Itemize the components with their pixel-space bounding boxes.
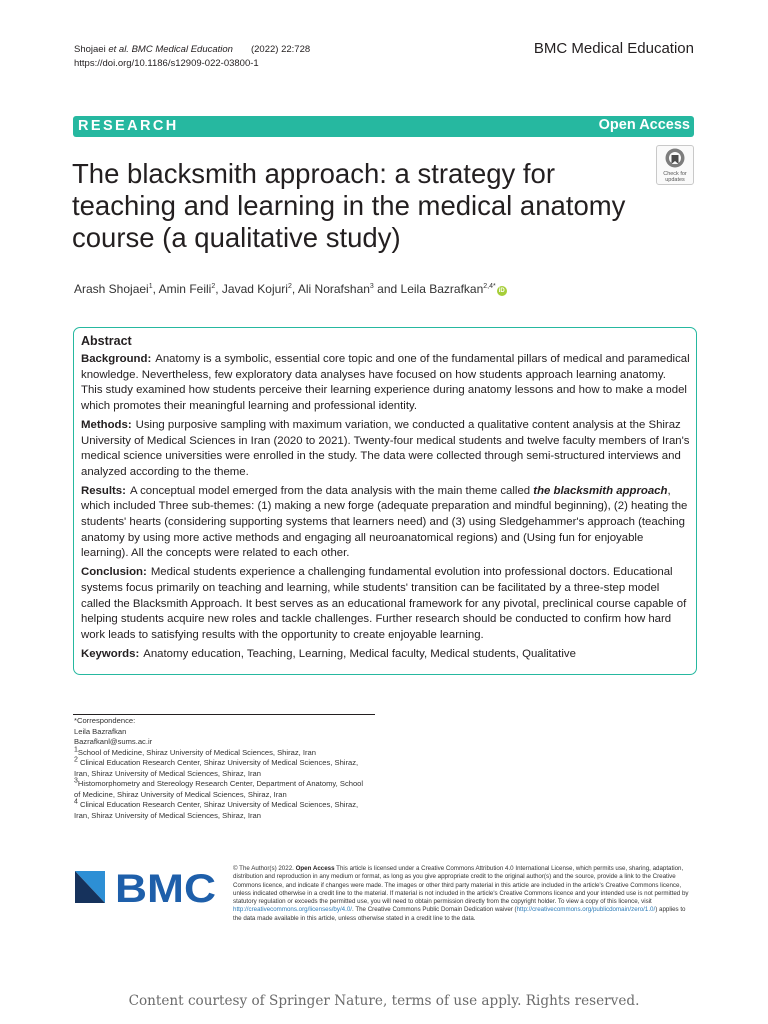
crossmark-label: Check for updates bbox=[663, 171, 687, 183]
license-copyright: © The Author(s) 2022. bbox=[233, 865, 296, 872]
author-name[interactable]: Ali Norafshan bbox=[297, 282, 370, 296]
license-link[interactable]: http://creativecommons.org/licenses/by/4.0/ bbox=[233, 906, 352, 914]
article-type-label: RESEARCH bbox=[78, 118, 179, 134]
footnote-divider bbox=[73, 714, 375, 715]
license-statement bbox=[233, 865, 694, 923]
license-text: ) applies to the data made available in this article, unless otherwise stated in a credit line to the data. bbox=[233, 906, 686, 922]
conclusion-label: Conclusion: bbox=[81, 566, 147, 579]
methods-label: Methods: bbox=[81, 418, 132, 431]
footnotes bbox=[74, 716, 364, 821]
affiliation-text: School of Medicine, Shiraz University of Medical Sciences, Shiraz, Iran bbox=[77, 747, 316, 757]
affiliation-number: 4 bbox=[74, 798, 78, 806]
correspondence-email[interactable]: Bazrafkanl@sums.ac.ir bbox=[74, 737, 153, 746]
results-text-pre: A conceptual model emerged from the data analysis with the main theme called bbox=[129, 484, 534, 497]
affiliation-item bbox=[74, 758, 364, 779]
abstract-conclusion bbox=[81, 565, 690, 644]
affiliation-item bbox=[74, 800, 364, 821]
author-name[interactable]: Amin Feili bbox=[158, 282, 212, 296]
affiliation-item bbox=[74, 779, 364, 800]
conclusion-text: Medical students experience a challenging fundamental evolution into professional doctors. Educational systems focus primarily on teaching and learning, while students' transition can be facilitated by a three-step model called the Blacksmith Approach. It best serves as an educational framework for any pivotal, preclinical course capable of helping students acquire new roles and tackle challenges. Further research should be conducted to confirm how hard work leads to satisfying results with the opportunity to create enjoyable learning. bbox=[81, 566, 687, 641]
correspondence-name: Leila Bazrafkan bbox=[74, 726, 127, 736]
abstract-box bbox=[73, 327, 697, 675]
abstract-methods bbox=[81, 418, 690, 481]
open-access-label: Open Access bbox=[598, 117, 690, 133]
check-for-updates-badge[interactable] bbox=[656, 145, 694, 185]
abstract-background bbox=[81, 352, 690, 415]
license-text: This article is licensed under a Creative Commons Attribution 4.0 International License, which permits use, sharing, adaptation, distribution and reproduction in any medium or format, as long as you give appropriate credit to the original author(s) and the source, provide a link to the Creative Commons licence, and indicate if changes were made. The images or other third party material in this article are included in the article's Creative Commons licence, unless indicated otherwise in a credit line to the material. If material is not included in the article's Creative Commons licence and your intended use is not permitted by statutory regulation or exceeds the permitted use, you will need to obtain permission directly from the copyright holder. To view a copy of this licence, visit bbox=[233, 865, 689, 906]
author-affiliation: 2 bbox=[211, 283, 216, 290]
article-title: The blacksmith approach: a strategy for teaching and learning in the medical anatomy course (a qualitative study) bbox=[72, 158, 626, 253]
license-open-access: Open Access bbox=[295, 865, 335, 872]
affiliation-text: Histomorphometry and Stereology Research Center, Department of Anatomy, School of Medicine, Shiraz University of Medical Sciences, Shiraz, Iran bbox=[74, 779, 364, 799]
affiliation-text: Clinical Education Research Center, Shiraz University of Medical Sciences, Shiraz, Iran, Shiraz University of Medical Sciences, Shiraz, Iran bbox=[74, 758, 359, 778]
crossmark-icon bbox=[657, 146, 693, 172]
author-affiliation: 2 bbox=[287, 283, 292, 290]
author-separator: , bbox=[291, 282, 298, 296]
citation-authors: Shojaei bbox=[74, 44, 109, 55]
orcid-icon[interactable]: iD bbox=[498, 288, 505, 294]
author-separator: , bbox=[152, 282, 159, 296]
abstract-keywords bbox=[81, 647, 690, 663]
citation-line bbox=[74, 43, 310, 57]
bmc-logo-text: BMC bbox=[115, 869, 216, 905]
affiliation-number: 1 bbox=[74, 745, 78, 753]
abstract-heading: Abstract bbox=[81, 334, 132, 348]
author-affiliation: 2,4* bbox=[483, 283, 496, 290]
author-name[interactable]: Leila Bazrafkan bbox=[400, 282, 484, 296]
results-text-post: , which included Three sub-themes: (1) making a new forge (adequate preparation and mindful beginning), (2) heating the students' hearts (considering supporting systems that learners need) and (3) using Sledgehammer's approach (teaching anatomy by using more active methods and engaging all neuroanatomical regions) and (Using fun for enjoyable learning). All the concepts were related to each other. bbox=[81, 484, 688, 560]
results-emphasis: the blacksmith approach bbox=[533, 484, 668, 497]
citation-journal: BMC Medical Education bbox=[128, 44, 233, 55]
methods-text: Using purposive sampling with maximum variation, we conducted a qualitative content analysis at the Shiraz University of Medical Sciences in Iran (2020 to 2021). Twenty-four medical students and twelve faculty members of Iran's medical science universities were enrolled in the study. The data were collected through semi-structured interviews and analyzed according to the theme. bbox=[81, 418, 690, 478]
bmc-logo-graphic bbox=[75, 869, 218, 905]
doi-link[interactable]: https://doi.org/10.1186/s12909-022-03800-1 bbox=[74, 58, 259, 69]
citation-etal: et al. bbox=[108, 44, 129, 55]
author-affiliation: 1 bbox=[148, 283, 153, 290]
author-affiliation: 3 bbox=[369, 283, 374, 290]
license-text: . The Creative Commons Public Domain Dedication waiver ( bbox=[352, 906, 517, 914]
author-separator: , bbox=[215, 282, 222, 296]
correspondence-label: *Correspondence: bbox=[74, 716, 136, 725]
citation-year: (2022) 22:728 bbox=[250, 44, 311, 55]
author-separator: and bbox=[373, 282, 401, 296]
affiliation-text: Clinical Education Research Center, Shiraz University of Medical Sciences, Shiraz, Iran, Shiraz University of Medical Sciences, Shiraz, Iran bbox=[74, 800, 359, 820]
background-text: Anatomy is a symbolic, essential core topic and one of the fundamental pillars of medical and paramedical knowledge. Nevertheless, few exploratory data analyses have focused on how students approach learning anatomy. This study examined how students perceive their learning experience during anatomy lessons and how to make a model which promotes their meaningful learning and professional identity. bbox=[81, 353, 690, 413]
bmc-logo bbox=[75, 869, 218, 905]
author-list bbox=[74, 282, 507, 296]
results-label: Results: bbox=[81, 484, 126, 497]
author-name[interactable]: Arash Shojaei bbox=[74, 282, 149, 296]
keywords-text: Anatomy education, Teaching, Learning, Medical faculty, Medical students, Qualitative bbox=[143, 647, 576, 660]
citation-header bbox=[74, 43, 310, 71]
journal-name: BMC Medical Education bbox=[533, 40, 694, 57]
abstract-results bbox=[81, 484, 690, 563]
affiliation-number: 2 bbox=[74, 756, 78, 764]
affiliation-item bbox=[74, 745, 364, 759]
public-domain-link[interactable]: http://creativecommons.org/publicdomain/zero/1.0/ bbox=[516, 906, 656, 914]
affiliation-number: 3 bbox=[74, 777, 78, 785]
keywords-label: Keywords: bbox=[81, 647, 140, 660]
article-type-banner bbox=[73, 116, 694, 137]
courtesy-footer: Content courtesy of Springer Nature, terms of use apply. Rights reserved. bbox=[128, 993, 640, 1009]
author-name[interactable]: Javad Kojuri bbox=[221, 282, 288, 296]
background-label: Background: bbox=[81, 353, 152, 365]
